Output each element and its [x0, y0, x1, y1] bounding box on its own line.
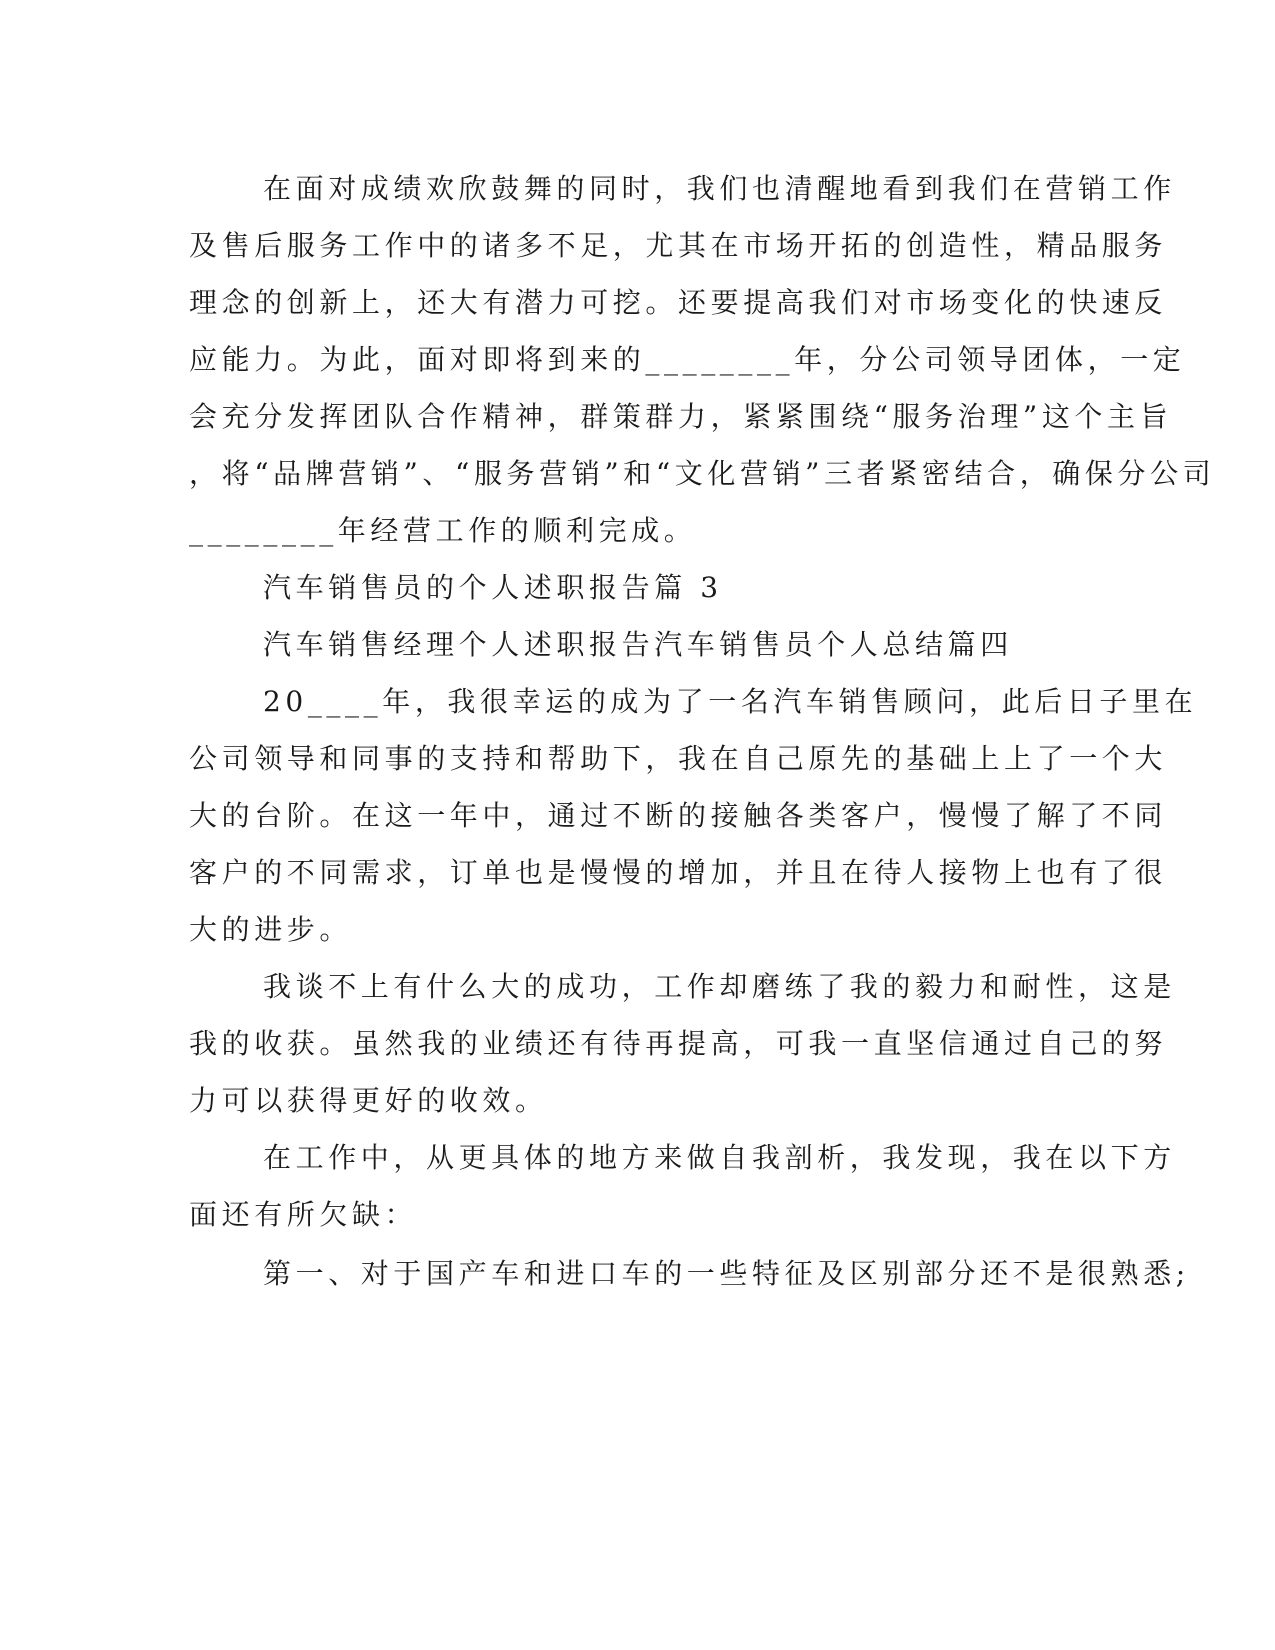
section-heading: 汽车销售员的个人述职报告篇 3	[263, 571, 723, 604]
paragraph-line: 大的台阶。在这一年中，通过不断的接触各类客户，慢慢了解了不同	[189, 799, 1168, 832]
paragraph-line: 面还有所欠缺：	[189, 1198, 418, 1231]
paragraph-line: ________年经营工作的顺利完成。	[189, 514, 697, 547]
paragraph-line: 会充分发挥团队合作精神，群策群力，紧紧围绕“服务治理”这个主旨	[189, 400, 1173, 433]
paragraph-line: 理念的创新上，还大有潜力可挖。还要提高我们对市场变化的快速反	[189, 286, 1168, 319]
paragraph-line: ，将“品牌营销”、“服务营销”和“文化营销”三者紧密结合，确保分公司	[189, 457, 1216, 490]
paragraph-line: 及售后服务工作中的诸多不足，尤其在市场开拓的创造性，精品服务	[189, 229, 1168, 262]
paragraph-line: 第一、对于国产车和进口车的一些特征及区别部分还不是很熟悉;	[263, 1257, 1190, 1290]
paragraph-line: 在面对成绩欢欣鼓舞的同时，我们也清醒地看到我们在营销工作	[263, 172, 1176, 205]
paragraph-line: 客户的不同需求，订单也是慢慢的增加，并且在待人接物上也有了很	[189, 856, 1168, 889]
paragraph-line: 力可以获得更好的收效。	[189, 1084, 548, 1117]
paragraph-line: 大的进步。	[189, 913, 353, 946]
section-heading: 汽车销售经理个人述职报告汽车销售员个人总结篇四	[263, 628, 1013, 661]
paragraph-line: 公司领导和同事的支持和帮助下，我在自己原先的基础上上了一个大	[189, 742, 1168, 775]
paragraph-line: 20____年，我很幸运的成为了一名汽车销售顾问，此后日子里在	[263, 685, 1198, 718]
paragraph-line: 我谈不上有什么大的成功，工作却磨练了我的毅力和耐性，这是	[263, 970, 1176, 1003]
paragraph-line: 应能力。为此，面对即将到来的________年，分公司领导团体，一定	[189, 343, 1186, 376]
paragraph-line: 在工作中，从更具体的地方来做自我剖析，我发现，我在以下方	[263, 1141, 1176, 1174]
paragraph-line: 我的收获。虽然我的业绩还有待再提高，可我一直坚信通过自己的努	[189, 1027, 1168, 1060]
